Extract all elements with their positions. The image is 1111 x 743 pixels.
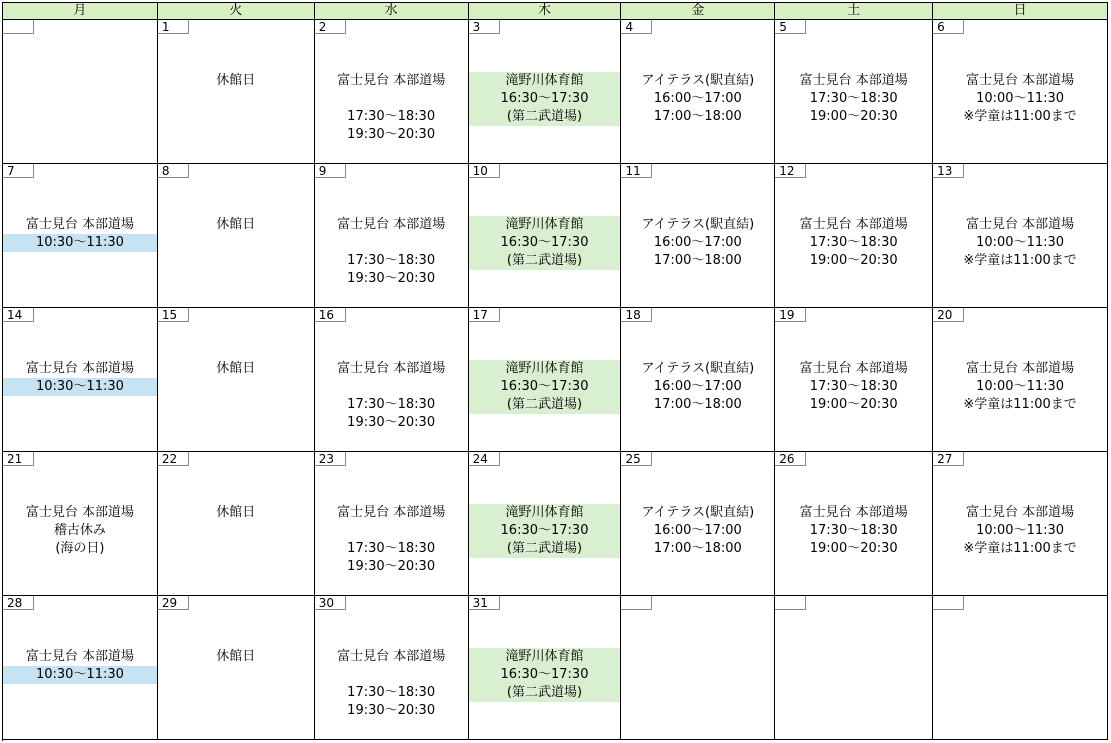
schedule-line: 富士見台 本部道場 — [799, 73, 908, 88]
schedule-line: 17:30〜18:30 — [347, 253, 436, 268]
schedule-line: 16:30〜17:30 — [469, 234, 621, 252]
day-number: 22 — [158, 452, 189, 466]
day-number: 2 — [315, 20, 346, 34]
weekday-header: 月 — [3, 3, 158, 20]
day-schedule — [775, 360, 932, 414]
day-schedule — [933, 504, 1107, 558]
day-schedule — [315, 504, 468, 576]
day-schedule — [158, 216, 314, 234]
calendar-week-row — [3, 164, 1108, 308]
schedule-line: 休館日 — [216, 217, 256, 232]
day-schedule — [315, 216, 468, 288]
schedule-line: 17:30〜18:30 — [809, 379, 898, 394]
day-schedule — [158, 360, 314, 378]
calendar-day-cell — [158, 452, 315, 596]
day-number: 13 — [933, 164, 964, 178]
schedule-line: 17:00〜18:00 — [653, 253, 742, 268]
day-number: 31 — [469, 596, 500, 610]
schedule-line: アイテラス(駅直結) — [641, 505, 755, 520]
schedule-line: 富士見台 本部道場 — [966, 217, 1075, 232]
day-number: 14 — [3, 308, 34, 322]
schedule-line: 富士見台 本部道場 — [966, 505, 1075, 520]
schedule-line: 滝野川体育館 — [469, 648, 621, 666]
day-number — [621, 596, 652, 610]
day-schedule — [3, 360, 157, 396]
schedule-line: ※学童は11:00まで — [963, 541, 1077, 556]
schedule-line: 富士見台 本部道場 — [25, 217, 134, 232]
calendar-day-cell — [315, 308, 469, 452]
schedule-line: 19:30〜20:30 — [347, 415, 436, 430]
schedule-line: 10:00〜11:30 — [976, 523, 1065, 538]
calendar-day-cell — [3, 596, 158, 740]
calendar-day-cell — [158, 164, 315, 308]
schedule-line: 富士見台 本部道場 — [25, 505, 134, 520]
calendar-day-cell — [469, 596, 622, 740]
calendar-day-cell — [621, 596, 775, 740]
day-schedule — [469, 648, 621, 702]
schedule-line: 滝野川体育館 — [469, 216, 621, 234]
weekday-header: 木 — [469, 3, 622, 20]
calendar-weeks — [3, 20, 1108, 740]
day-number: 30 — [315, 596, 346, 610]
schedule-calendar — [2, 2, 1108, 741]
day-schedule — [621, 216, 774, 270]
calendar-day-cell — [158, 20, 315, 164]
schedule-line: 稽古休み — [53, 523, 106, 538]
schedule-line: 16:30〜17:30 — [469, 378, 621, 396]
day-number: 26 — [775, 452, 806, 466]
schedule-line: 10:00〜11:30 — [976, 235, 1065, 250]
day-number: 24 — [469, 452, 500, 466]
schedule-line: (第二武道場) — [469, 396, 621, 414]
schedule-line: 19:00〜20:30 — [809, 253, 898, 268]
day-schedule — [469, 360, 621, 414]
calendar-day-cell — [315, 596, 469, 740]
calendar-day-cell — [469, 20, 622, 164]
calendar-day-cell — [469, 452, 622, 596]
day-schedule — [621, 72, 774, 126]
schedule-line: 16:30〜17:30 — [469, 90, 621, 108]
calendar-day-cell — [315, 164, 469, 308]
schedule-line: 17:30〜18:30 — [809, 235, 898, 250]
schedule-line: (第二武道場) — [469, 540, 621, 558]
schedule-line: 16:30〜17:30 — [469, 522, 621, 540]
schedule-spacer — [315, 522, 468, 540]
schedule-line: アイテラス(駅直結) — [641, 217, 755, 232]
schedule-line: 17:30〜18:30 — [809, 91, 898, 106]
schedule-line: 19:30〜20:30 — [347, 271, 436, 286]
schedule-line: 16:00〜17:00 — [653, 523, 742, 538]
schedule-line: 17:00〜18:00 — [653, 397, 742, 412]
calendar-day-cell — [469, 308, 622, 452]
schedule-line: 17:30〜18:30 — [347, 109, 436, 124]
day-number: 29 — [158, 596, 189, 610]
schedule-spacer — [315, 234, 468, 252]
calendar-day-cell — [469, 164, 622, 308]
day-number: 6 — [933, 20, 964, 34]
day-schedule — [158, 504, 314, 522]
schedule-line: 10:30〜11:30 — [3, 378, 157, 396]
day-number: 17 — [469, 308, 500, 322]
day-schedule — [621, 360, 774, 414]
weekday-header-row — [3, 3, 1108, 20]
schedule-line: 19:00〜20:30 — [809, 109, 898, 124]
schedule-line: 17:00〜18:00 — [653, 541, 742, 556]
schedule-line: 17:30〜18:30 — [347, 397, 436, 412]
schedule-line: 富士見台 本部道場 — [966, 361, 1075, 376]
day-number: 3 — [469, 20, 500, 34]
weekday-header: 日 — [933, 3, 1108, 20]
calendar-day-cell — [775, 596, 933, 740]
day-number: 28 — [3, 596, 34, 610]
schedule-line: 富士見台 本部道場 — [337, 361, 446, 376]
schedule-line: アイテラス(駅直結) — [641, 73, 755, 88]
schedule-line: 19:30〜20:30 — [347, 127, 436, 142]
day-schedule — [469, 504, 621, 558]
schedule-line: 16:30〜17:30 — [469, 666, 621, 684]
schedule-line: 富士見台 本部道場 — [337, 505, 446, 520]
schedule-line: 休館日 — [216, 505, 256, 520]
schedule-line: 17:30〜18:30 — [347, 541, 436, 556]
calendar-day-cell — [775, 164, 933, 308]
schedule-line: (第二武道場) — [469, 108, 621, 126]
day-schedule — [933, 360, 1107, 414]
calendar-day-cell — [933, 596, 1108, 740]
schedule-line: アイテラス(駅直結) — [641, 361, 755, 376]
schedule-line: 10:30〜11:30 — [3, 666, 157, 684]
calendar-day-cell — [933, 164, 1108, 308]
schedule-line: 19:00〜20:30 — [809, 541, 898, 556]
day-number: 18 — [621, 308, 652, 322]
day-number: 7 — [3, 164, 34, 178]
schedule-line: ※学童は11:00まで — [963, 253, 1077, 268]
schedule-line: 16:00〜17:00 — [653, 235, 742, 250]
schedule-line: ※学童は11:00まで — [963, 109, 1077, 124]
day-number: 25 — [621, 452, 652, 466]
schedule-line: 19:00〜20:30 — [809, 397, 898, 412]
schedule-line: 富士見台 本部道場 — [966, 73, 1075, 88]
schedule-line: 19:30〜20:30 — [347, 559, 436, 574]
schedule-line: 10:00〜11:30 — [976, 379, 1065, 394]
day-number: 12 — [775, 164, 806, 178]
schedule-line: 富士見台 本部道場 — [337, 649, 446, 664]
day-number: 15 — [158, 308, 189, 322]
day-schedule — [469, 72, 621, 126]
calendar-day-cell — [933, 308, 1108, 452]
calendar-week-row — [3, 308, 1108, 452]
day-number: 8 — [158, 164, 189, 178]
day-schedule — [158, 72, 314, 90]
schedule-line: 休館日 — [216, 73, 256, 88]
schedule-line: 富士見台 本部道場 — [337, 73, 446, 88]
schedule-line: (第二武道場) — [469, 252, 621, 270]
calendar-day-cell — [621, 452, 775, 596]
day-schedule — [3, 504, 157, 558]
schedule-line: 10:30〜11:30 — [3, 234, 157, 252]
schedule-line: 滝野川体育館 — [469, 504, 621, 522]
day-number: 10 — [469, 164, 500, 178]
calendar-day-cell — [158, 308, 315, 452]
schedule-spacer — [315, 378, 468, 396]
schedule-line: 滝野川体育館 — [469, 360, 621, 378]
schedule-line: 16:00〜17:00 — [653, 379, 742, 394]
calendar-day-cell — [315, 20, 469, 164]
schedule-line: (第二武道場) — [469, 684, 621, 702]
day-schedule — [3, 216, 157, 252]
calendar-day-cell — [621, 308, 775, 452]
day-number: 23 — [315, 452, 346, 466]
day-schedule — [315, 648, 468, 720]
schedule-line: 10:00〜11:30 — [976, 91, 1065, 106]
day-number — [3, 20, 34, 34]
day-number: 4 — [621, 20, 652, 34]
day-number: 20 — [933, 308, 964, 322]
schedule-line: 休館日 — [216, 649, 256, 664]
schedule-line: 富士見台 本部道場 — [25, 361, 134, 376]
day-number: 1 — [158, 20, 189, 34]
calendar-day-cell — [3, 452, 158, 596]
calendar-day-cell — [3, 164, 158, 308]
calendar-day-cell — [158, 596, 315, 740]
weekday-header: 土 — [775, 3, 933, 20]
day-schedule — [469, 216, 621, 270]
weekday-header: 火 — [158, 3, 315, 20]
calendar-week-row — [3, 596, 1108, 740]
day-schedule — [158, 648, 314, 666]
calendar-day-cell — [621, 164, 775, 308]
schedule-line: 16:00〜17:00 — [653, 91, 742, 106]
calendar-day-cell — [621, 20, 775, 164]
day-number: 16 — [315, 308, 346, 322]
day-schedule — [3, 648, 157, 684]
calendar-day-cell — [775, 308, 933, 452]
schedule-line: 富士見台 本部道場 — [799, 361, 908, 376]
calendar-day-cell — [3, 308, 158, 452]
schedule-line: ※学童は11:00まで — [963, 397, 1077, 412]
calendar-day-cell — [315, 452, 469, 596]
schedule-line: (海の日) — [55, 541, 105, 556]
calendar-week-row — [3, 20, 1108, 164]
schedule-line: 17:30〜18:30 — [809, 523, 898, 538]
calendar-day-cell — [3, 20, 158, 164]
day-number: 5 — [775, 20, 806, 34]
day-schedule — [775, 216, 932, 270]
schedule-spacer — [315, 666, 468, 684]
day-schedule — [933, 216, 1107, 270]
calendar-day-cell — [933, 20, 1108, 164]
day-schedule — [315, 360, 468, 432]
day-number — [933, 596, 964, 610]
schedule-line: 富士見台 本部道場 — [25, 649, 134, 664]
day-number: 27 — [933, 452, 964, 466]
calendar-day-cell — [775, 20, 933, 164]
day-number — [775, 596, 806, 610]
day-schedule — [933, 72, 1107, 126]
schedule-line: 17:30〜18:30 — [347, 685, 436, 700]
schedule-line: 17:00〜18:00 — [653, 109, 742, 124]
weekday-header: 金 — [621, 3, 775, 20]
schedule-line: 滝野川体育館 — [469, 72, 621, 90]
schedule-line: 休館日 — [216, 361, 256, 376]
day-number: 21 — [3, 452, 34, 466]
schedule-line: 富士見台 本部道場 — [799, 217, 908, 232]
calendar-day-cell — [933, 452, 1108, 596]
weekday-header: 水 — [315, 3, 469, 20]
calendar-week-row — [3, 452, 1108, 596]
day-number: 19 — [775, 308, 806, 322]
day-schedule — [775, 72, 932, 126]
day-schedule — [775, 504, 932, 558]
schedule-spacer — [315, 90, 468, 108]
day-number: 11 — [621, 164, 652, 178]
schedule-line: 富士見台 本部道場 — [337, 217, 446, 232]
schedule-line: 富士見台 本部道場 — [799, 505, 908, 520]
day-number: 9 — [315, 164, 346, 178]
day-schedule — [315, 72, 468, 144]
schedule-line: 19:30〜20:30 — [347, 703, 436, 718]
calendar-day-cell — [775, 452, 933, 596]
day-schedule — [621, 504, 774, 558]
